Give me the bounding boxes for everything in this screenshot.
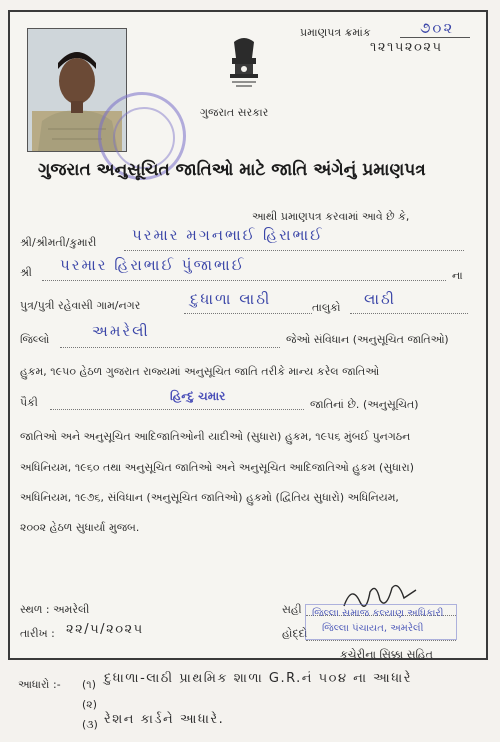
designation-dots xyxy=(306,640,456,641)
stamp-line-1: જિલ્લા સમાજ કલ્યાણ અધિકારી xyxy=(312,608,444,619)
district-dots xyxy=(60,347,280,348)
village-label: પુત્ર/પુત્રી રહેવાસી ગામ/નગર xyxy=(20,299,141,312)
basis-item-1-number: (૧) xyxy=(82,678,97,691)
taluka-value: લાઠી xyxy=(364,290,397,308)
designation-label: હોદ્દો xyxy=(282,627,308,640)
father-value: પરમાર હિરાભાઈ પુંજાભાઈ xyxy=(60,256,246,274)
father-label: શ્રી xyxy=(20,266,32,279)
date-label: તારીખ : xyxy=(20,627,55,640)
basis-item-3-number: (૩) xyxy=(82,718,98,731)
government-name: ગુજરાત સરકાર xyxy=(200,106,269,119)
date-value: ૨૨/૫/૨૦૨૫ xyxy=(66,622,144,637)
basis-item-1: દુધાળા-લાઠી પ્રાથમિક શાળા G.R.નં ૫૦૪ ના આધારે xyxy=(104,671,412,686)
cert-number-label: પ્રમાણપત્ર ક્રમાંક xyxy=(300,26,371,39)
district-value: અમરેલી xyxy=(92,322,150,340)
cert-number-value: ૭૦૨ xyxy=(420,19,455,37)
place-label: સ્થળ : અમરેલી xyxy=(20,603,90,616)
intro-line: આથી પ્રમાણપત્ર કરવામાં આવે છે કે, xyxy=(252,210,410,223)
paragraph-line-3: અધિનિયમ, ૧૯૭૬, સંવિધાન (અનુસૂચિત જાતિઓ) હુકમો (દ્વિતિય સુધારો) અધિનિયમ, xyxy=(20,491,399,504)
office-seal-note: કચેરીના સિક્કા સહિત xyxy=(340,648,433,661)
caste-dots xyxy=(50,409,304,410)
caste-label: પૈકી xyxy=(20,396,38,409)
cert-reference-value: ૧૨૧૫૨૦૨૫ xyxy=(370,40,443,55)
cert-number-underline xyxy=(400,37,470,38)
name-value: પરમાર મગનભાઈ હિરાભાઈ xyxy=(132,226,324,244)
name-dots xyxy=(124,250,464,251)
order-line: હુકમ, ૧૯૫૦ હેઠળ ગુજરાત રાજ્યમાં અનુસૂચિત જાતિ તરીકે માન્ય કરેલ જાતિઓ xyxy=(20,365,380,378)
district-label: જિલ્લો xyxy=(20,333,50,346)
taluka-dots xyxy=(350,313,468,314)
caste-value: હિન્દુ ચમાર xyxy=(170,389,226,403)
paragraph-line-2: અધિનિયમ, ૧૯૬૦ તથા અનુસૂચિત જાતિઓ અને અનુસૂચિત આદિજાતિઓ હુકમ (સુધારા) xyxy=(20,461,415,474)
name-label: શ્રી/શ્રીમતી/કુમારી xyxy=(20,236,97,249)
basis-item-2-number: (૨) xyxy=(82,698,98,711)
taluka-label: તાલુકો xyxy=(312,301,341,314)
signature-label: સહી xyxy=(282,603,302,616)
father-suffix: ના xyxy=(452,269,463,282)
stamp-line-2: જિલ્લા પંચાયત, અમરેલી xyxy=(322,623,424,634)
paragraph-line-4: ૨૦૦૨ હેઠળ સુધાર્યા મુજબ. xyxy=(20,521,140,534)
basis-item-3: રેશન કાર્ડને આધારે. xyxy=(104,712,225,727)
father-dots xyxy=(42,280,446,281)
district-suffix: જેઓ સંવિધાન (અનુસૂચિત જાતિઓ) xyxy=(286,333,449,346)
village-dots xyxy=(184,313,312,314)
village-value: દુધાળા લાઠી xyxy=(190,290,272,308)
caste-suffix: જાતિનાં છે. (અનુસૂચિત) xyxy=(310,398,419,411)
ashoka-emblem-icon xyxy=(222,34,266,100)
basis-label: આધારો :- xyxy=(18,678,61,691)
certificate-title: ગુજરાત અનુસૂચિત જાતિઓ માટે જાતિ અંગેનું પ્રમાણપત્ર xyxy=(38,160,426,180)
paragraph-line-1: જાતિઓ અને અનુસૂચિત આદિજાતિઓની યાદીઓ (સુધારા) હુકમ, ૧૯૫૬ મુંબઈ પુનગઠન xyxy=(20,430,411,443)
